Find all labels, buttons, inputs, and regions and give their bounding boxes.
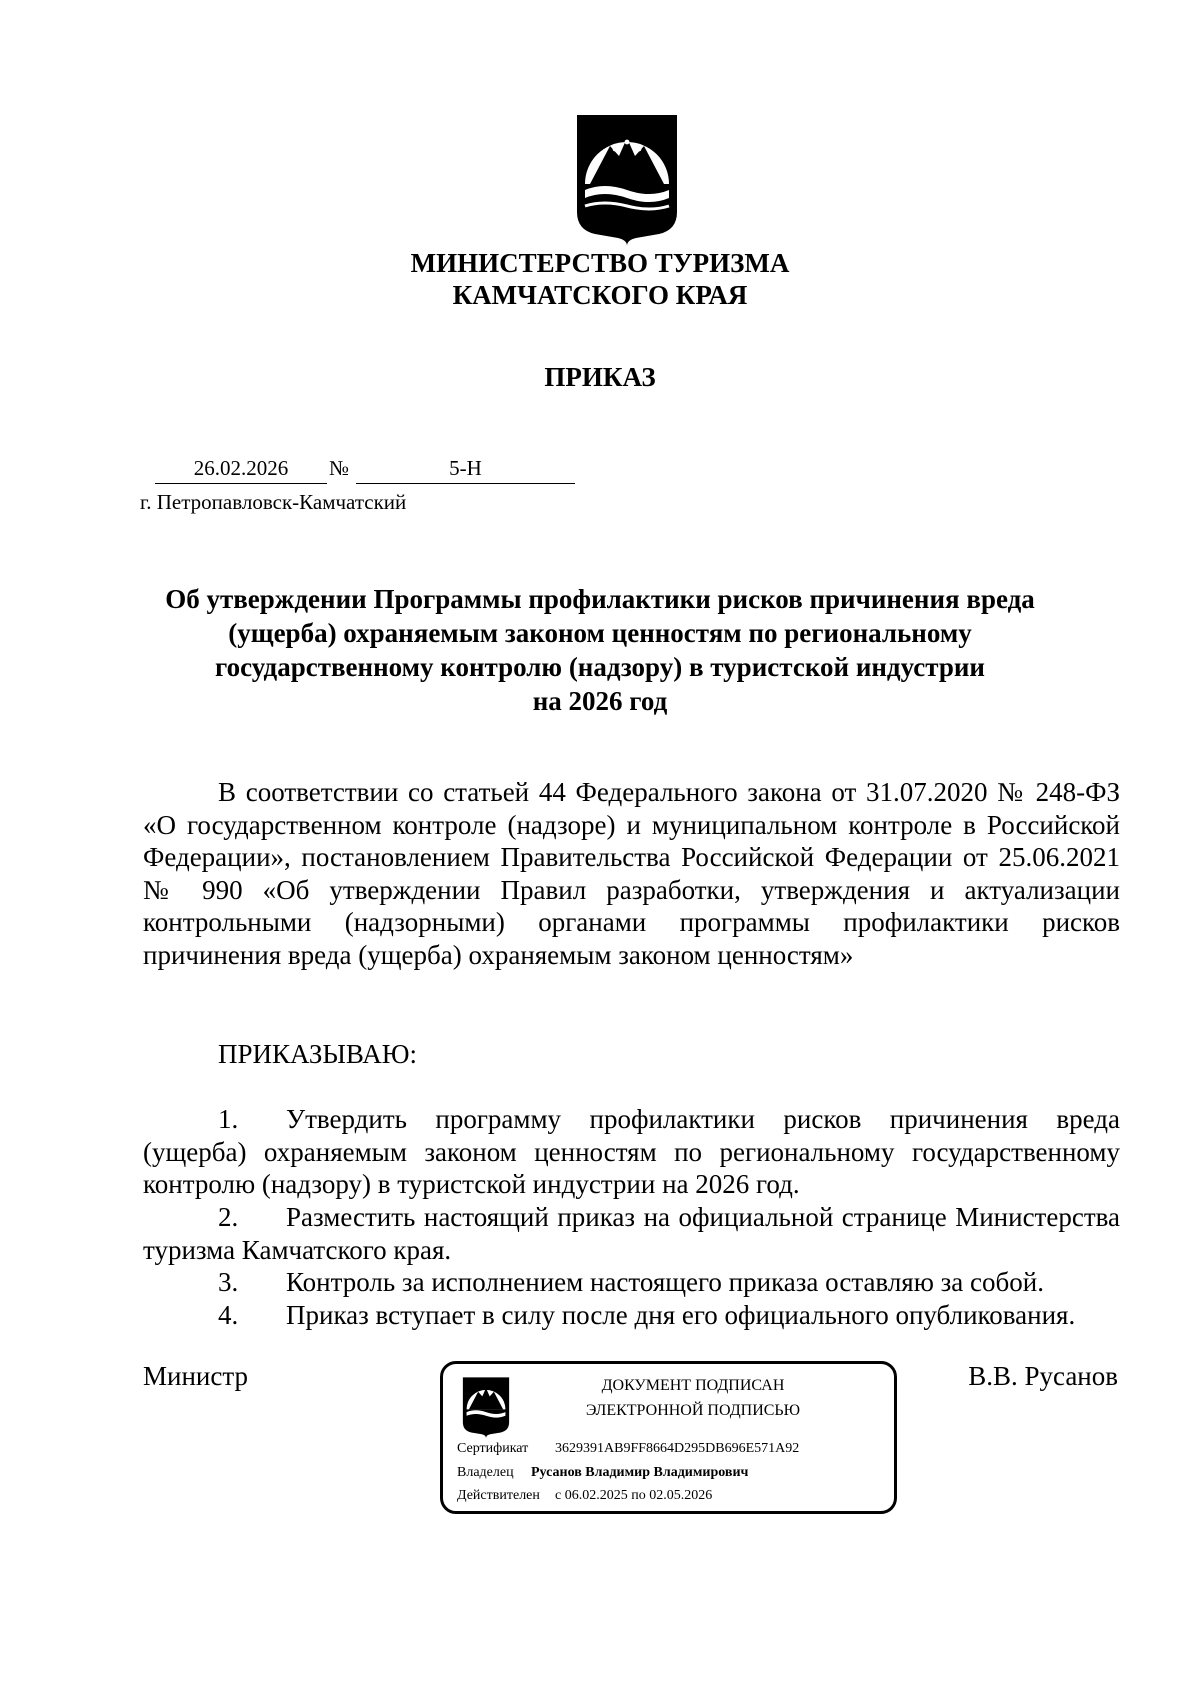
document-date: 26.02.2026 bbox=[155, 456, 327, 484]
signer-position: Министр bbox=[143, 1361, 248, 1391]
list-item-text: Приказ вступает в силу после дня его официального опубликования. bbox=[286, 1300, 1076, 1330]
stamp-owner-label: Владелец bbox=[457, 1465, 514, 1480]
stamp-valid-label: Действителен bbox=[457, 1488, 540, 1503]
list-item bbox=[143, 1201, 1120, 1266]
ministry-name-line2: КАМЧАТСКОГО КРАЯ bbox=[452, 280, 748, 310]
list-item-number: 4. bbox=[218, 1300, 239, 1330]
stamp-title-line2: ЭЛЕКТРОННОЙ ПОДПИСЬЮ bbox=[585, 1402, 801, 1419]
signer-name: В.В. Русанов bbox=[968, 1361, 1118, 1391]
ministry-name-line1: МИНИСТЕРСТВО ТУРИЗМА bbox=[410, 248, 790, 278]
list-item-number: 1. bbox=[218, 1104, 239, 1134]
order-word: ПРИКАЗЫВАЮ: bbox=[218, 1039, 417, 1069]
list-item-text: Разместить настоящий приказ на официальной странице Министерства туризма Камчатского края. bbox=[143, 1202, 1120, 1265]
number-sign: № bbox=[329, 456, 350, 480]
stamp-validity-row bbox=[457, 1488, 712, 1504]
list-item bbox=[143, 1266, 1120, 1299]
title-line: (ущерба) охраняемым законом ценностям по региональному bbox=[228, 618, 972, 648]
city: г. Петропавловск-Камчатский bbox=[140, 490, 407, 514]
list-item-number: 2. bbox=[218, 1202, 239, 1232]
document-number: 5-Н bbox=[356, 456, 575, 484]
stamp-cert-label: Сертификат bbox=[457, 1441, 529, 1456]
electronic-signature-stamp bbox=[440, 1361, 897, 1514]
list-item bbox=[143, 1299, 1120, 1332]
stamp-valid-value: с 06.02.2025 по 02.05.2026 bbox=[555, 1488, 713, 1503]
preamble-paragraph: В соответствии со статьей 44 Федерального закона от 31.07.2020 № 248-ФЗ «О государственном контроле (надзоре) и муниципальном контроле в Российской Федерации», постановлением Правительства Российской Федерации от 25.06.2021 № 990 «Об утверждении Правил разработки, утверждения и актуализации контрольными (надзорными) органами программы профилактики рисков причинения вреда (ущерба) охраняемым законом ценностям» bbox=[143, 777, 1120, 970]
stamp-certificate-row bbox=[457, 1441, 799, 1457]
title-line: государственному контролю (надзору) в туристской индустрии bbox=[215, 652, 985, 682]
date-number-line bbox=[155, 456, 575, 484]
stamp-title-line1: ДОКУМЕНТ ПОДПИСАН bbox=[601, 1377, 785, 1394]
stamp-owner-value: Русанов Владимир Владимирович bbox=[531, 1465, 749, 1480]
kamchatka-coat-of-arms-icon bbox=[574, 112, 680, 246]
title-line: Об утверждении Программы профилактики рисков причинения вреда bbox=[165, 584, 1035, 614]
title-line: на 2026 год bbox=[532, 686, 668, 716]
document-title bbox=[150, 582, 1050, 718]
list-item-number: 3. bbox=[218, 1267, 239, 1297]
stamp-cert-value: 3629391AB9FF8664D295DB696E571A92 bbox=[555, 1441, 800, 1456]
list-item bbox=[143, 1103, 1120, 1201]
stamp-owner-row bbox=[457, 1465, 748, 1481]
document-type: ПРИКАЗ bbox=[544, 362, 656, 392]
list-item-text: Утвердить программу профилактики рисков причинения вреда (ущерба) охраняемым законом ценностям по региональному государственному контролю (надзору) в туристской индустрии на 2026 год. bbox=[143, 1104, 1120, 1200]
list-item-text: Контроль за исполнением настоящего приказа оставляю за собой. bbox=[286, 1267, 1044, 1297]
stamp-emblem-icon bbox=[461, 1376, 511, 1438]
